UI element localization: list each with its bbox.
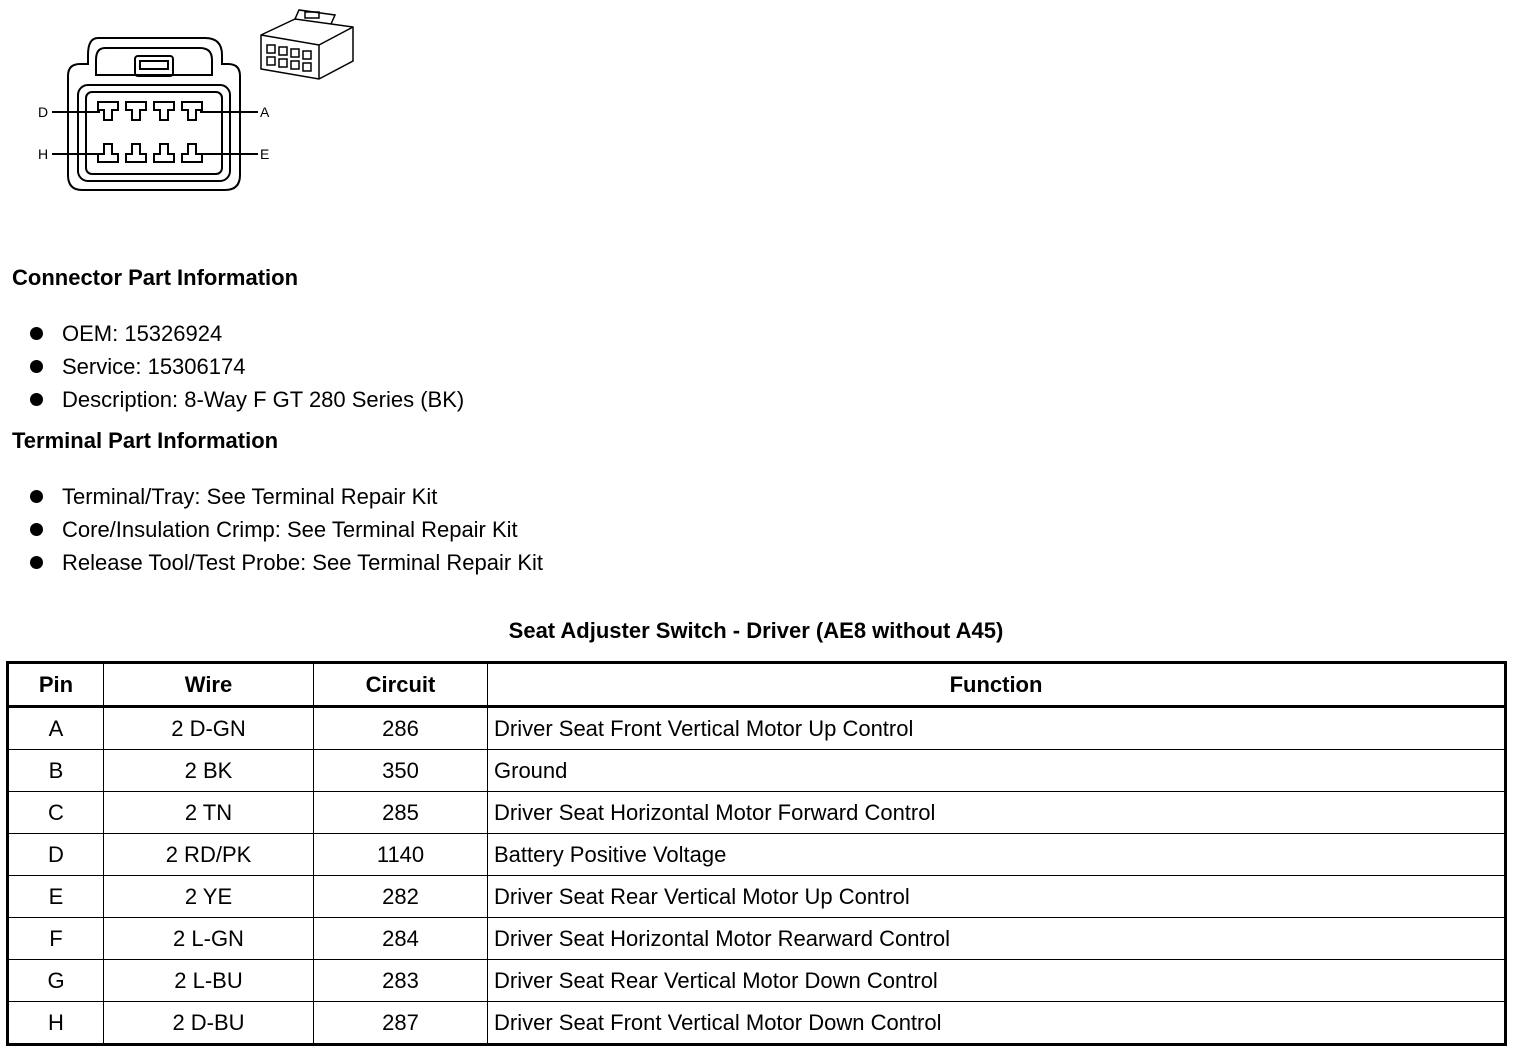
- pin-cell: G: [8, 960, 104, 1002]
- circuit-cell: 285: [314, 792, 488, 834]
- list-item: Description: 8-Way F GT 280 Series (BK): [30, 383, 464, 416]
- wire-cell: 2 L-GN: [104, 918, 314, 960]
- list-item: Terminal/Tray: See Terminal Repair Kit: [30, 480, 543, 513]
- pin-label-d: D: [38, 104, 49, 120]
- pin-cell: F: [8, 918, 104, 960]
- circuit-cell: 282: [314, 876, 488, 918]
- connector-info-list: [30, 317, 464, 416]
- wire-cell: 2 RD/PK: [104, 834, 314, 876]
- list-item: Release Tool/Test Probe: See Terminal Repair Kit: [30, 546, 543, 579]
- bullet-icon: [30, 327, 43, 340]
- circuit-cell: 1140: [314, 834, 488, 876]
- table-row: [8, 960, 1506, 1002]
- header-function: Function: [488, 663, 1506, 707]
- connector-isometric-view: [255, 5, 360, 85]
- wire-cell: 2 TN: [104, 792, 314, 834]
- table-row: [8, 1002, 1506, 1045]
- table-row: [8, 707, 1506, 750]
- header-circuit: Circuit: [314, 663, 488, 707]
- connector-face-diagram: [30, 30, 280, 200]
- bullet-icon: [30, 360, 43, 373]
- wire-cell: 2 BK: [104, 750, 314, 792]
- circuit-cell: 287: [314, 1002, 488, 1045]
- header-wire: Wire: [104, 663, 314, 707]
- pin-label-h: H: [38, 146, 49, 162]
- bullet-icon: [30, 490, 43, 503]
- function-cell: Driver Seat Front Vertical Motor Down Control: [488, 1002, 1506, 1045]
- bullet-icon: [30, 393, 43, 406]
- function-cell: Driver Seat Horizontal Motor Forward Control: [488, 792, 1506, 834]
- function-cell: Battery Positive Voltage: [488, 834, 1506, 876]
- header-pin: Pin: [8, 663, 104, 707]
- function-cell: Driver Seat Rear Vertical Motor Up Control: [488, 876, 1506, 918]
- pin-label-a: A: [260, 104, 270, 120]
- circuit-cell: 286: [314, 707, 488, 750]
- table-row: [8, 834, 1506, 876]
- terminal-info-list: [30, 480, 543, 579]
- wire-cell: 2 L-BU: [104, 960, 314, 1002]
- circuit-cell: 350: [314, 750, 488, 792]
- pin-cell: C: [8, 792, 104, 834]
- wire-cell: 2 D-BU: [104, 1002, 314, 1045]
- circuit-cell: 283: [314, 960, 488, 1002]
- connector-info-title: Connector Part Information: [12, 265, 299, 290]
- bullet-icon: [30, 523, 43, 536]
- bottom-terminals: [98, 144, 202, 162]
- top-terminals: [98, 102, 202, 120]
- function-cell: Ground: [488, 750, 1506, 792]
- pin-cell: H: [8, 1002, 104, 1045]
- pin-cell: E: [8, 876, 104, 918]
- pin-cell: A: [8, 707, 104, 750]
- pin-label-e: E: [260, 146, 270, 162]
- wire-cell: 2 D-GN: [104, 707, 314, 750]
- wire-cell: 2 YE: [104, 876, 314, 918]
- function-cell: Driver Seat Rear Vertical Motor Down Control: [488, 960, 1506, 1002]
- pin-cell: D: [8, 834, 104, 876]
- function-cell: Driver Seat Front Vertical Motor Up Control: [488, 707, 1506, 750]
- table-row: [8, 918, 1506, 960]
- circuit-cell: 284: [314, 918, 488, 960]
- list-item: Core/Insulation Crimp: See Terminal Repair Kit: [30, 513, 543, 546]
- pinout-table: [6, 661, 1507, 1046]
- function-cell: Driver Seat Horizontal Motor Rearward Control: [488, 918, 1506, 960]
- terminal-info-title: Terminal Part Information: [12, 428, 279, 453]
- pin-cell: B: [8, 750, 104, 792]
- list-item: Service: 15306174: [30, 350, 464, 383]
- table-row: [8, 792, 1506, 834]
- table-row: [8, 876, 1506, 918]
- bullet-icon: [30, 556, 43, 569]
- table-row: [8, 750, 1506, 792]
- list-item: OEM: 15326924: [30, 317, 464, 350]
- table-title: Seat Adjuster Switch - Driver (AE8 without A45): [508, 618, 1004, 643]
- table-header-row: [8, 663, 1506, 707]
